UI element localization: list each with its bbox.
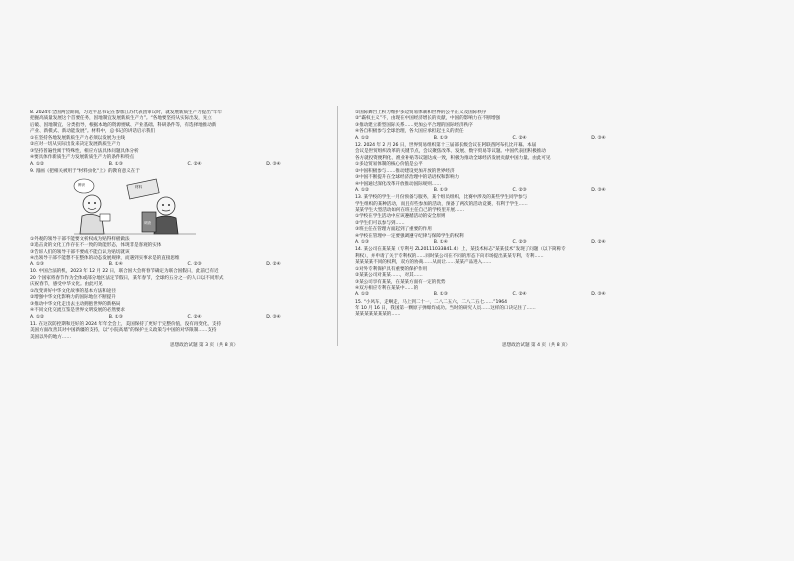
statement: ②某某公司对某某……，对其…… [355,273,423,279]
question-12 [355,143,670,195]
question-line: 学生组织的某种活动，而且有些参加的活动，预备了两次的活动竞赛，有利于学生…… [355,201,528,207]
statement: ②增强中华文化影响力的国际地位不断提升 [30,295,116,301]
question-line: 12. 2024 年 2 月 26 日，世界贸易组织第十三届部长级会议在阿联酋阿布扎比开幕。本届 [355,142,537,148]
page-footer-right: 思想政治试题 第 4 页（共 8 页） [502,343,571,348]
question-line: 把握高质量发展这个首要任务，因地制宜发展新质生产力”。“各地要坚持从实际出发，先立 [30,116,212,122]
answer-options [30,262,345,268]
statement: ②追击贪的文化工作存在不一致的效能形态，体现非是客观的实体 [30,243,162,249]
statement: ①对外专利保护具有重要的保护作用 [355,266,428,272]
statement: ③坚持普遍性寓于特殊性，相应方法具体问题具体分析 [30,148,139,154]
statement: ①外观的领导干部不能要文析权成为贴得样板做法 [30,236,130,242]
page-footer-left: 思想政治试题 第 3 页（共 8 页） [170,343,239,348]
option-a: A. ①② [355,292,369,298]
option-b: B. ①④ [433,240,448,246]
statement: ①多边贸易体制的核心价值是公平 [355,162,423,168]
answer-options [30,315,345,321]
option-c: C. ②③ [187,262,202,268]
option-a: A. ①③ [355,240,369,246]
statement: ④各自积极参与全球治理，各大国应承担起主义的责任 [355,129,464,135]
option-d: D. ③④ [266,314,281,320]
question-line: 20 个国家将春节作为全体或部分地区法定节假日，某年春节，全球约五分之一的人口以不同形式 [30,275,224,281]
question-line: 9. 漫画《把相关被用于"材料虫化"上》的教育意义在于 [30,168,140,174]
question-11 [30,322,345,341]
option-d: D. ②④ [266,262,281,268]
exam-page-4 [355,110,670,342]
option-c: C. ②④ [512,135,527,141]
statement: ④不同文化交流互鉴是世界文明发展的必然要求 [30,308,125,314]
answer-options [355,188,670,194]
question-8 [30,110,345,168]
option-a: A. ①② [355,188,369,194]
answer-options [355,136,670,142]
option-d: D. ②④ [591,240,606,246]
option-a: A. ①② [30,314,44,320]
statement: ②中国积极参与……推动建设更加开放的世界经济 [355,168,455,174]
statement: ②学生们可以参与到…… [355,220,405,226]
option-a: A. ①② [30,161,44,167]
statement: ②“霸权主义”不，由现在中国经济增长的贡献，中国的影响力在不断增强 [355,116,501,122]
cartoon-label: 材料 [135,184,143,189]
question-line: 各方就投资便利化、渔业补贴等议题达成一致，积极为推动全球经济发展贡献中国力量。由此可见 [355,155,551,161]
option-a: A. ①② [355,135,369,141]
statement: ④要具体作新质生产力发展新质生产力的条件和特点 [30,155,135,161]
statement: ③中国不断提升在全球经济治理中的话语权和影响力 [355,175,460,181]
question-line: 10. 中国合法的机，2023 年 12 月 22 日，联合国大会将春节确定为联合国假日，此前已有近 [30,269,219,275]
option-d: D. ③④ [591,292,606,298]
statement: ③某公司享有某某，在某某方面有一定的优势 [355,279,446,285]
option-c: C. ②④ [187,314,202,320]
question-9 [30,169,345,269]
statement: ①改变讲好中华文化故事的基本方法和途径 [30,288,116,294]
option-b: B. ①③ [108,314,123,320]
option-c: C. ②④ [512,292,527,298]
question-line: 13. 某学校的学生一月份预备与服务，某个组员组织，比赛中涉及的某些学生同学参与 [355,195,528,201]
question-line: 11. 在这次防控期和还好的 2024 年年全会上，美国保持了更好于完整价值，没有再变化，支持 [30,321,222,327]
statement: ④学校在管理中一定要强调遵守纪律与保障学生的权利 [355,233,464,239]
question-line: 某某某某不同的权利，双方的协商……从而让……某某产品进入…… [355,260,492,266]
statement: ②应对一切从实际出发来决定发展新质生产力 [30,142,121,148]
cartoon-label: 调查 [144,220,152,225]
option-b: B. ①④ [108,262,123,268]
answer-options [355,292,670,298]
question-line: 后破、因地制宜、分类指导，根据本地的资源禀赋、产业基础、科研条件等，有选择地推动新 [30,122,217,128]
option-c: C. ②③ [512,188,527,194]
question-line: 庆祝春节，感受中华文化。由此可见 [30,282,103,288]
option-a: A. ①③ [30,262,44,268]
option-b: B. ①③ [433,292,448,298]
question-line: 美国以外的地方…… [30,334,71,340]
question-line: 8. 2024年全国两会期间，习近平总书记在参加江苏代表团审议时，就发展新质生产力提出“牢牢 [30,110,223,115]
question-line: 15. “小风车，走啊走，马上到二十一，二八二五六，二八二五七……”1964 [355,299,507,305]
question-line: 某某学生大型活动如何在班主任自己的学校里开展…… [355,207,465,213]
answer-options [355,240,670,246]
exam-page-3 [30,110,345,342]
question-11-continued [355,110,670,142]
statement: ③告诉人们的领导干部不要成不能自认为贴切就该 [30,249,130,255]
question-line: 某某某某某某某的…… [355,312,401,318]
option-b: B. ①③ [108,161,123,167]
question-line: 产业、新模式、新动能发展”。材料中，总书记的讲话启示我们 [30,129,156,135]
statement: ④双方相应专利在某某中……的 [355,286,419,292]
statement: ③班主任在管理方面起到了重要的作用 [355,227,432,233]
question-line: 年 10 月 16 日，我国第一颗原子弹爆炸成功。当时的研究人员……这样的口诀记住了…… [355,305,536,311]
cartoon-illustration [70,176,200,236]
statement: ④出领导干部不能想不在整体的动态发展规律，而遇到实事求是的直接思维 [30,255,180,261]
option-b: B. ①③ [433,188,448,194]
statement: ①国际舞台上积力维护多边贸易体制和世界的公平正义及国际秩序 [355,110,487,115]
statement: ④中国通过深化改革开放推动国际规则…… [355,181,441,187]
statement: ①在坚持各地发展新质生产力必须以发展为主线 [30,135,125,141]
option-d: D. ③④ [591,135,606,141]
option-d: D. ③④ [591,188,606,194]
question-line: 会议是世贸组织改革的关键节点，会议聚焦改革、发展、数字贸易等议题。中国代表团积极推动 [355,149,546,155]
question-15 [355,300,670,319]
answer-options [30,162,345,168]
question-line: 利权），并申请了关于专利权的……同时某公司在不同的形态下向市场提出某某专利，专利…… [355,253,544,259]
option-b: B. ①③ [433,135,448,141]
question-13 [355,195,670,247]
question-line: 14. 某公司在某某某（专利号 ZL20111033841.4）上，某技术标志“某某技术”发现了问题（以下简称专 [355,247,566,253]
option-d: D. ③④ [266,161,281,167]
statement: ③推动建立新型国际关系……更加公平合理的国际经济秩序 [355,122,473,128]
statement: ①学校在学生活动中应该遵循活动的安全原则 [355,214,446,220]
option-c: C. ②④ [187,161,202,167]
cartoon-label: 辨识 [78,182,86,187]
statement: ③推动中华文化走出去主动拥抱世界的新格局 [30,301,121,307]
question-line: 美国方面改善其对中国新疆的支持，以“小院高墙”的保护主义政策与中国的对华限制……支持 [30,328,217,334]
question-14 [355,247,670,299]
question-10 [30,269,345,321]
option-c: C. ②③ [512,240,527,246]
